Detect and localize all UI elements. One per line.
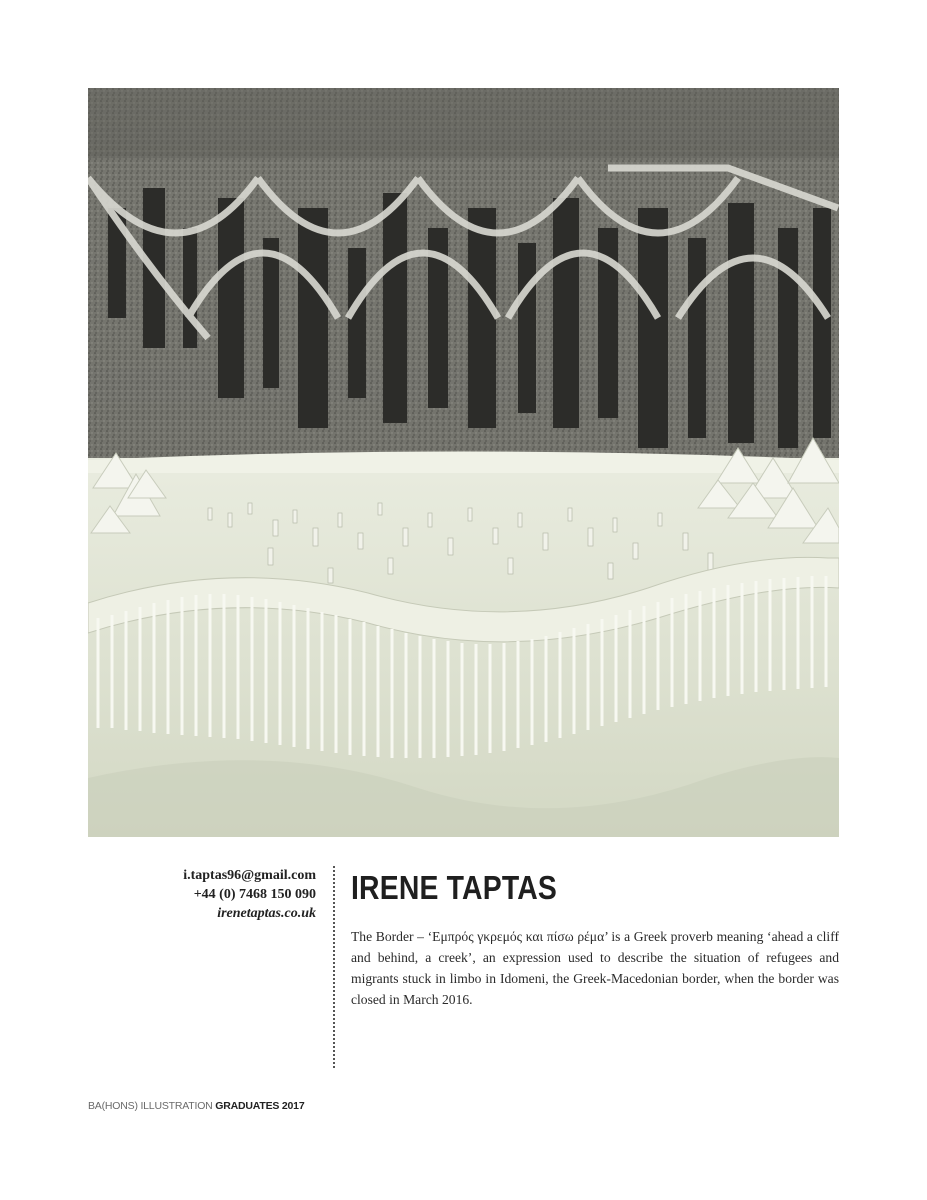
footer-caption	[88, 1100, 304, 1112]
contact-info	[150, 866, 316, 923]
artist-name: IRENE TAPTAS	[351, 869, 557, 906]
phone-number: +44 (0) 7468 150 090	[193, 887, 316, 902]
website-link[interactable]: irenetaptas.co.uk	[217, 906, 316, 921]
paper-sculpture-illustration	[88, 88, 839, 837]
footer-course: BA(HONS) ILLUSTRATION	[88, 1100, 213, 1112]
artwork-description: The Border – ‘Εμπρός γκρεμός και πίσω ρέμα’ is a Greek proverb meaning ‘ahead a cliff and behind, a creek’, an expression used to describe the situation of refugees and migrants stuck in limbo in Idomeni, the Greek-Macedonian border, when the border was closed in March 2016.	[351, 929, 839, 1007]
dotted-divider	[333, 866, 335, 1068]
artwork-image	[88, 88, 839, 837]
footer-graduates: GRADUATES 2017	[215, 1100, 305, 1112]
email-link[interactable]: i.taptas96@gmail.com	[183, 868, 316, 883]
